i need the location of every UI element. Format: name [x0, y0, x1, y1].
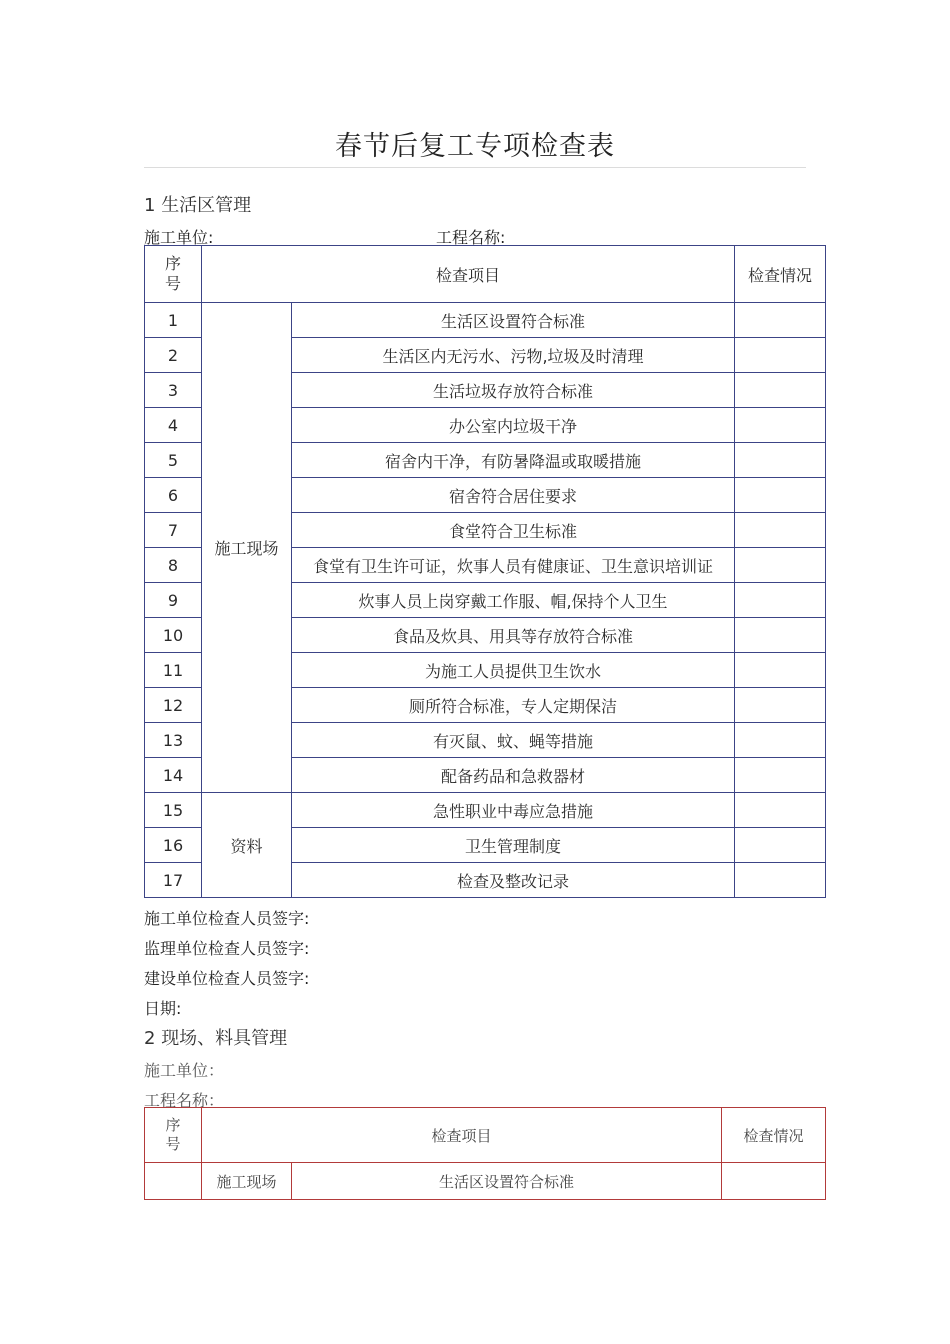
row-seq: 7	[145, 513, 202, 548]
signature-supervisor: 监理单位检查人员签字:	[144, 939, 310, 958]
row-item: 生活区设置符合标准	[292, 303, 735, 338]
row-seq: 3	[145, 373, 202, 408]
row-status-cell[interactable]	[735, 548, 826, 583]
header-status: 检查情况	[722, 1108, 826, 1163]
section2-number: 2	[144, 1028, 156, 1049]
row-status-cell[interactable]	[722, 1163, 826, 1200]
section2-unit-label: 施工单位：	[144, 1061, 225, 1080]
signature-owner: 建设单位检查人员签字:	[144, 969, 310, 988]
row-status-cell[interactable]	[735, 758, 826, 793]
row-status-cell[interactable]	[735, 373, 826, 408]
table-header-row	[145, 246, 826, 303]
row-seq: 10	[145, 618, 202, 653]
row-item: 炊事人员上岗穿戴工作服、帽,保持个人卫生	[292, 583, 735, 618]
row-seq: 4	[145, 408, 202, 443]
row-item: 办公室内垃圾干净	[292, 408, 735, 443]
section2-project-label: 工程名称：	[144, 1091, 225, 1110]
row-status-cell[interactable]	[735, 408, 826, 443]
header-seq	[145, 246, 202, 303]
row-item: 有灭鼠、蚊、蝇等措施	[292, 723, 735, 758]
row-item: 食堂有卫生许可证，炊事人员有健康证、卫生意识培训证	[292, 548, 735, 583]
row-status-cell[interactable]	[735, 793, 826, 828]
row-seq: 8	[145, 548, 202, 583]
row-item: 生活垃圾存放符合标准	[292, 373, 735, 408]
title-divider	[144, 167, 806, 168]
row-seq: 15	[145, 793, 202, 828]
row-seq: 11	[145, 653, 202, 688]
header-seq-label: 序 号	[165, 1116, 181, 1153]
row-item: 生活区内无污水、污物,垃圾及时清理	[292, 338, 735, 373]
site-materials-checklist-table	[144, 1107, 826, 1200]
table-row	[145, 1163, 826, 1200]
signature-contractor: 施工单位检查人员签字:	[144, 909, 310, 928]
section2-heading	[144, 1024, 287, 1050]
table-row	[145, 303, 826, 338]
row-item: 卫生管理制度	[292, 828, 735, 863]
row-status-cell[interactable]	[735, 828, 826, 863]
page-title: 春节后复工专项检查表	[335, 131, 615, 162]
row-item: 生活区设置符合标准	[292, 1163, 722, 1200]
signature-date: 日期:	[144, 999, 182, 1018]
row-status-cell[interactable]	[735, 618, 826, 653]
row-status-cell[interactable]	[735, 478, 826, 513]
header-seq-label: 序 号	[164, 254, 181, 293]
section1-project-label: 工程名称:	[436, 228, 506, 247]
row-status-cell[interactable]	[735, 513, 826, 548]
row-status-cell[interactable]	[735, 303, 826, 338]
row-seq: 1	[145, 303, 202, 338]
header-item: 检查项目	[202, 1108, 722, 1163]
row-seq: 13	[145, 723, 202, 758]
header-item: 检查项目	[202, 246, 735, 303]
row-status-cell[interactable]	[735, 863, 826, 898]
row-item: 食堂符合卫生标准	[292, 513, 735, 548]
row-item: 宿舍内干净，有防暑降温或取暖措施	[292, 443, 735, 478]
row-item: 宿舍符合居住要求	[292, 478, 735, 513]
row-seq: 2	[145, 338, 202, 373]
header-status: 检查情况	[735, 246, 826, 303]
row-seq	[145, 1163, 202, 1200]
row-status-cell[interactable]	[735, 723, 826, 758]
section1-heading	[144, 191, 251, 217]
row-seq: 14	[145, 758, 202, 793]
row-item: 厕所符合标准，专人定期保洁	[292, 688, 735, 723]
row-seq: 16	[145, 828, 202, 863]
row-item: 检查及整改记录	[292, 863, 735, 898]
category-cell: 施工现场	[202, 1163, 292, 1200]
row-seq: 12	[145, 688, 202, 723]
row-status-cell[interactable]	[735, 443, 826, 478]
row-item: 食品及炊具、用具等存放符合标准	[292, 618, 735, 653]
row-item: 配备药品和急救器材	[292, 758, 735, 793]
table-row	[145, 793, 826, 828]
section1-title: 生活区管理	[161, 195, 252, 216]
row-status-cell[interactable]	[735, 338, 826, 373]
row-seq: 17	[145, 863, 202, 898]
row-seq: 9	[145, 583, 202, 618]
row-seq: 5	[145, 443, 202, 478]
category-cell: 资料	[202, 793, 292, 898]
table-header-row	[145, 1108, 826, 1163]
living-area-checklist-table	[144, 245, 826, 898]
row-status-cell[interactable]	[735, 583, 826, 618]
row-item: 为施工人员提供卫生饮水	[292, 653, 735, 688]
header-seq	[145, 1108, 202, 1163]
section2-title: 现场、料具管理	[161, 1028, 288, 1049]
section1-number: 1	[144, 195, 156, 216]
category-cell: 施工现场	[202, 303, 292, 793]
row-item: 急性职业中毒应急措施	[292, 793, 735, 828]
row-seq: 6	[145, 478, 202, 513]
row-status-cell[interactable]	[735, 653, 826, 688]
section1-unit-label: 施工单位:	[144, 228, 214, 247]
row-status-cell[interactable]	[735, 688, 826, 723]
